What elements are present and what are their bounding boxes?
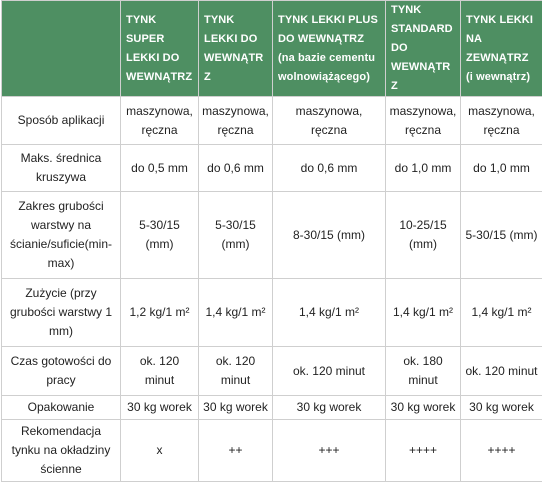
header-tynk-standard: TYNK STANDARD DO WEWNĄTRZ bbox=[386, 1, 461, 97]
table-row bbox=[2, 396, 542, 420]
header-tynk-lekki-plus: TYNK LEKKI PLUS DO WEWNĄTRZ (na bazie cementu wolnowiążącego) bbox=[273, 1, 386, 97]
table-row bbox=[2, 279, 542, 347]
table-row bbox=[2, 420, 542, 482]
table-cell: 1,4 kg/1 m² bbox=[386, 279, 461, 347]
table-cell: ok. 120 minut bbox=[273, 347, 386, 396]
table-cell: x bbox=[121, 420, 199, 482]
header-corner bbox=[2, 1, 121, 97]
table-cell: ++ bbox=[199, 420, 273, 482]
table-cell: do 1,0 mm bbox=[461, 145, 542, 192]
table-cell: maszynowa, ręczna bbox=[121, 97, 199, 145]
table-cell: 8-30/15 (mm) bbox=[273, 192, 386, 279]
table-cell: 5-30/15 (mm) bbox=[199, 192, 273, 279]
table-row bbox=[2, 145, 542, 192]
table-cell: 1,4 kg/1 m² bbox=[461, 279, 542, 347]
table-cell: 1,4 kg/1 m² bbox=[199, 279, 273, 347]
table-row bbox=[2, 347, 542, 396]
row-label: Czas gotowości do pracy bbox=[2, 347, 121, 396]
table-cell: 30 kg worek bbox=[121, 396, 199, 420]
table-cell: maszynowa, ręczna bbox=[199, 97, 273, 145]
header-tynk-lekki: TYNK LEKKI DO WEWNĄTRZ bbox=[199, 1, 273, 97]
table-cell: 30 kg worek bbox=[386, 396, 461, 420]
table-cell: 1,4 kg/1 m² bbox=[273, 279, 386, 347]
table-cell: do 1,0 mm bbox=[386, 145, 461, 192]
row-label: Zużycie (przy grubości warstwy 1 mm) bbox=[2, 279, 121, 347]
header-tynk-lekki-zewnatrz: TYNK LEKKI NA ZEWNĄTRZ (i wewnątrz) bbox=[461, 1, 542, 97]
table-cell: do 0,6 mm bbox=[273, 145, 386, 192]
table-cell: 30 kg worek bbox=[461, 396, 542, 420]
table-cell: maszynowa, ręczna bbox=[461, 97, 542, 145]
table-cell: +++ bbox=[273, 420, 386, 482]
table-cell: 5-30/15 (mm) bbox=[461, 192, 542, 279]
table-cell: do 0,6 mm bbox=[199, 145, 273, 192]
header-tynk-super-lekki: TYNK SUPER LEKKI DO WEWNĄTRZ bbox=[121, 1, 199, 97]
table-cell: ok. 120 minut bbox=[199, 347, 273, 396]
row-label: Maks. średnica kruszywa bbox=[2, 145, 121, 192]
table-cell: 5-30/15 (mm) bbox=[121, 192, 199, 279]
row-label: Rekomendacja tynku na okładziny ścienne bbox=[2, 420, 121, 482]
comparison-table bbox=[1, 0, 542, 482]
row-label: Opakowanie bbox=[2, 396, 121, 420]
table-cell: ++++ bbox=[386, 420, 461, 482]
row-label: Zakres grubości warstwy na ścianie/suficie(min-max) bbox=[2, 192, 121, 279]
table-cell: ok. 120 minut bbox=[121, 347, 199, 396]
table-cell: 30 kg worek bbox=[273, 396, 386, 420]
row-label: Sposób aplikacji bbox=[2, 97, 121, 145]
table-cell: maszynowa, ręczna bbox=[273, 97, 386, 145]
table-cell: 1,2 kg/1 m² bbox=[121, 279, 199, 347]
table-row bbox=[2, 192, 542, 279]
table-cell: ok. 120 minut bbox=[461, 347, 542, 396]
table-cell: 10-25/15 (mm) bbox=[386, 192, 461, 279]
table-row bbox=[2, 97, 542, 145]
table-cell: ok. 180 minut bbox=[386, 347, 461, 396]
table-cell: ++++ bbox=[461, 420, 542, 482]
table-cell: maszynowa, ręczna bbox=[386, 97, 461, 145]
table-cell: do 0,5 mm bbox=[121, 145, 199, 192]
table-cell: 30 kg worek bbox=[199, 396, 273, 420]
header-row bbox=[2, 1, 542, 97]
